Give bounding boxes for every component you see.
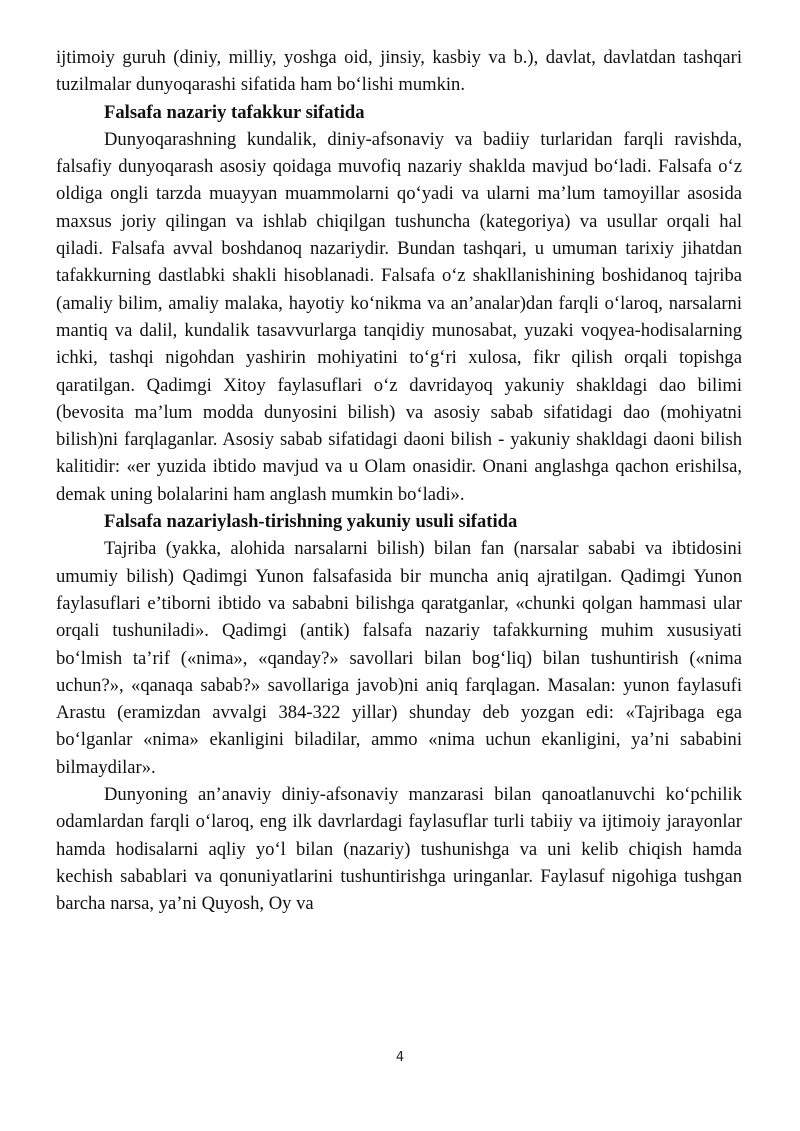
body-paragraph-1: Dunyoqarashning kundalik, diniy-afsonaviy va badiiy turlaridan farqli ravishda, falsafiy dunyoqarash asosiy qoidaga muvofiq nazariy shaklda mavjud bo‘ladi. Falsafa o‘z oldiga ongli tarzda muayyan muammolarni qo‘yadi va ularni ma’lum tamoyillar asosida maxsus joriy qilingan va ishlab chiqilgan tushuncha (kategoriya) va usullar orqali hal qiladi. Falsafa avval boshdanoq nazariydir. Bundan tashqari, u umuman tarixiy jihatdan tafakkurning dastlabki shakli hisoblanadi. Falsafa o‘z shakllanishining boshidanoq tajriba (amaliy bilim, amaliy malaka, hayotiy ko‘nikma va an’analar)dan farqli o‘laroq, narsalarni mantiq va dalil, kundalik tasavvurlarga tanqidiy munosabat, yuzaki voqyea-hodisalarning ichki, tashqi nigohdan yashirin mohiyatini to‘g‘ri xulosa, fikr qilish orqali topishga qaratilgan. Qadimgi Xitoy faylasuflari o‘z davridayoq yakuniy shakldagi dao bilimi (bevosita ma’lum modda dunyosini bilish) va asosiy sabab sifatidagi dao (mohiyatni bilish)ni farqlaganlar. Asosiy sabab sifatidagi daoni bilish - yakuniy shakldagi daoni bilish kalitidir: «er yuzida ibtido mavjud va u Olam onasidir. Onani anglashga qachon erishilsa, demak uning bolalarini ham anglash mumkin bo‘ladi».	[56, 128, 742, 505]
section-heading-theoretical-thinking: Falsafa nazariy tafakkur sifatida	[104, 101, 365, 123]
body-paragraph-2: Tajriba (yakka, alohida narsalarni bilish) bilan fan (narsalar sababi va ibtidosini umumiy bilish) Qadimgi Yunon falsafasida bir muncha aniq ajratilgan. Qadimgi Yunon faylasuflari e’tiborni ibtido va sababni bilishga qaratganlar, «chunki qolgan hammasi ular orqali tushuniladi». Qadimgi (antik) falsafa nazariy tafakkurning muhim xususiyati bo‘lmish ta’rif («nima», «qanday?» savollari bilan bog‘liq) bilan tushuntirish («nima uchun?», «qanaqa sabab?» savollariga javob)ni aniq farqlagan. Masalan: yunon faylasufi Arastu (eramizdan avvalgi 384-322 yillar) shunday deb yozgan edi: «Tajribaga ega bo‘lganlar «nima» ekanligini biladilar, ammo «nima uchun ekanligini, ya’ni sababini bilmaydilar».	[56, 538, 742, 778]
intro-paragraph: ijtimoiy guruh (diniy, milliy, yoshga oid, jinsiy, kasbiy va b.), davlat, davlatdan tashqari tuzilmalar dunyoqarashi sifatida ham bo‘lishi mumkin.	[56, 47, 742, 96]
section-heading-final-method: Falsafa nazariylash-tirishning yakuniy usuli sifatida	[104, 511, 518, 533]
page-number: 4	[395, 1050, 405, 1065]
page-body	[56, 44, 742, 918]
body-paragraph-3: Dunyoning an’anaviy diniy-afsonaviy manzarasi bilan qanoatlanuvchi ko‘pchilik odamlardan farqli o‘laroq, eng ilk davrlardagi faylasuflar turli tabiiy va ijtimoiy jarayonlar hamda hodisalarni aqliy yo‘l bilan (nazariy) tushunishga va uni kelib chiqish hamda kechish sabablari va qonuniyatlarini tushuntirishga uringanlar. Faylasuf nigohiga tushgan barcha narsa, ya’ni Quyosh, Oy va	[56, 784, 742, 915]
